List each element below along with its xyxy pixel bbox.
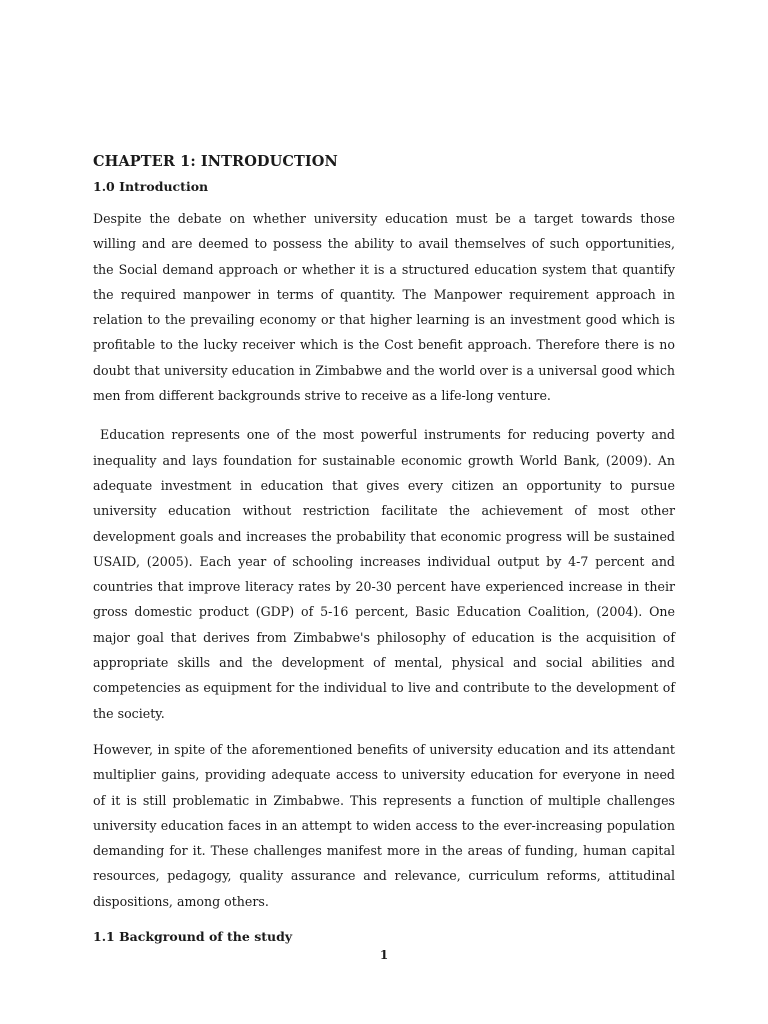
paragraph-2: Education represents one of the most powerful instruments for reducing poverty and inequality and lays foundation for sustainable economic growth World Bank, (2009). An adequate investment in education that gives every citizen an opportunity to pursue university education without restriction facilitate the achievement of most other development goals and increases the probability that economic progress will be sustained USAID, (2005). Each year of schooling increases individual output by 4-7 percent and countries that improve literacy rates by 20-30 percent have experienced increase in their gross domestic product (GDP) of 5-16 percent, Basic Education Coalition, (2004). One major goal that derives from Zimbabwe's philosophy of education is the acquisition of appropriate skills and the development of mental, physical and social abilities and competencies as equipment for the individual to live and contribute to the development of the society. (93, 427, 675, 721)
section-heading: 1.0 Introduction (93, 179, 209, 194)
chapter-title: CHAPTER 1: INTRODUCTION (93, 153, 338, 170)
paragraph-3: However, in spite of the aforementioned benefits of university education and its attendant multiplier gains, providing adequate access to university education for everyone in need of it is still problematic in Zimbabwe. This represents a function of multiple challenges university education faces in an attempt to widen access to the ever-increasing population demanding for it. These challenges manifest more in the areas of funding, human capital resources, pedagogy, quality assurance and relevance, curriculum reforms, attitudinal dispositions, among others. (93, 741, 675, 909)
page-content (93, 152, 675, 947)
paragraph-1: Despite the debate on whether university education must be a target towards those willing and are deemed to possess the ability to avail themselves of such opportunities, the Social demand approach or whether it is a structured education system that quantify the required manpower in terms of quantity. The Manpower requirement approach in relation to the prevailing economy or that higher learning is an investment good which is profitable to the lucky receiver which is the Cost benefit approach. Therefore there is no doubt that university education in Zimbabwe and the world over is a universal good which men from different backgrounds strive to receive as a life-long venture. (93, 211, 675, 404)
subsection-heading: 1.1 Background of the study (93, 929, 293, 945)
page-number: 1 (379, 948, 389, 962)
